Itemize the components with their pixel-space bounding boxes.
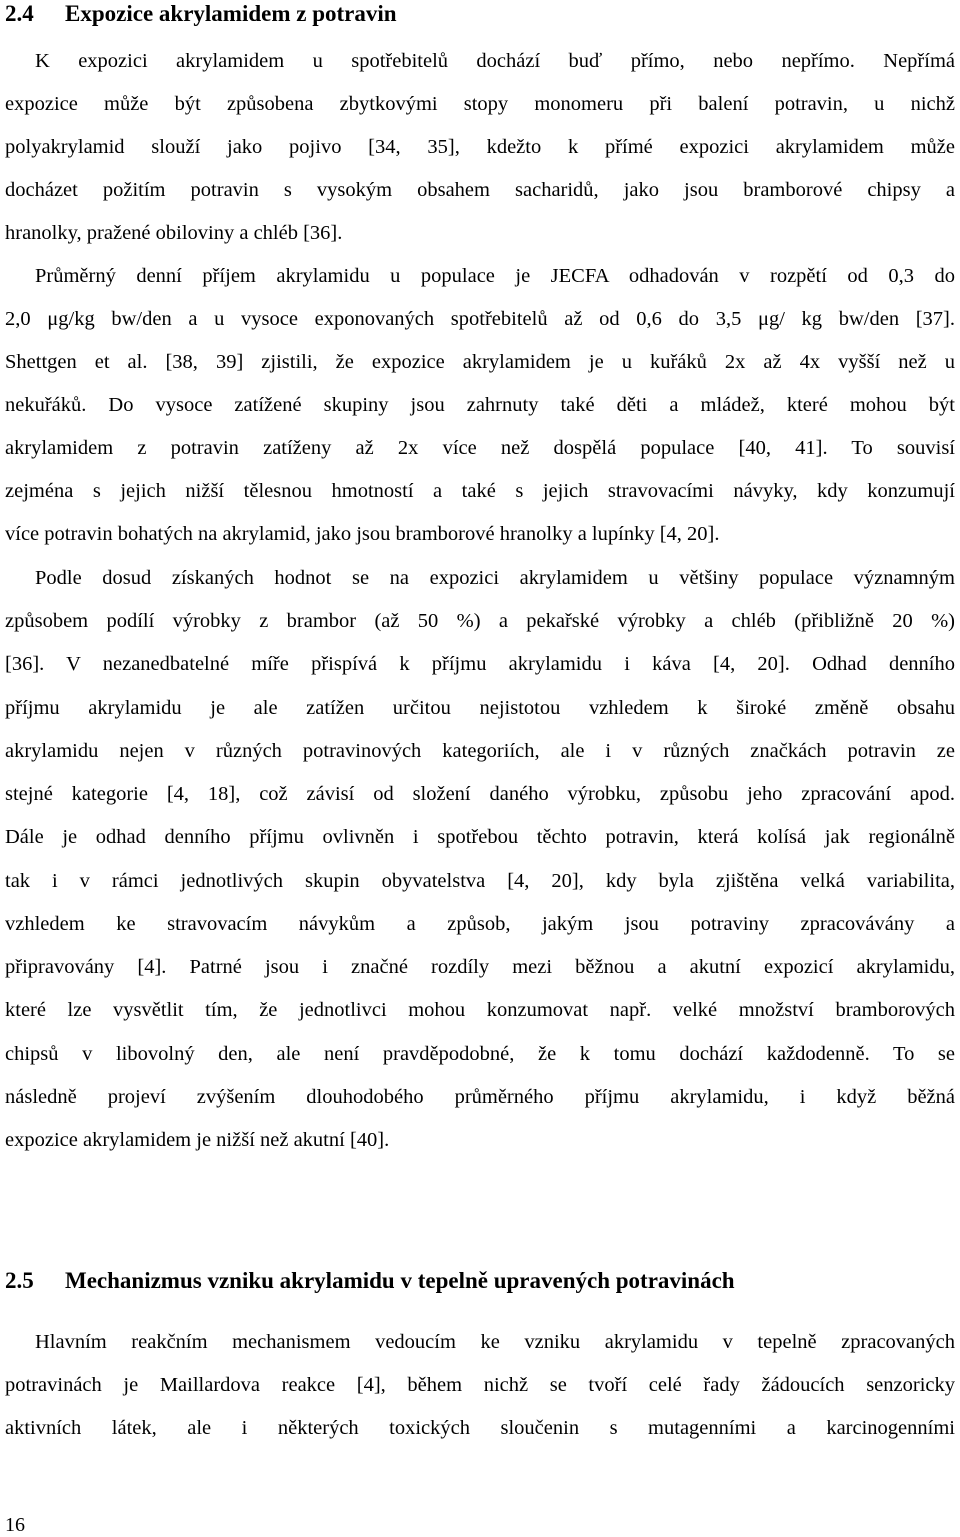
- paragraph-line: zejména s jejich nižší tělesnou hmotností a také s jejich stravovacími návyky, kdy konzumují: [5, 480, 955, 502]
- paragraph-line: polyakrylamid slouží jako pojivo [34, 35], kdežto k přímé expozici akrylamidem může: [5, 136, 955, 158]
- paragraph-line: 2,0 μg/kg bw/den a u vysoce exponovaných spotřebitelů až od 0,6 do 3,5 μg/ kg bw/den [37].: [5, 308, 955, 330]
- section-title: Expozice akrylamidem z potravin: [65, 1, 397, 26]
- paragraph-line: stejné kategorie [4, 18], což závisí od složení daného výrobku, způsobu jeho zpracování apod.: [5, 783, 955, 805]
- paragraph-line: docházet požitím potravin s vysokým obsahem sacharidů, jako jsou bramborové chipsy a: [5, 179, 955, 201]
- section-heading-2-4: [5, 0, 397, 28]
- section-number: 2.5: [5, 1268, 34, 1293]
- paragraph-line: chipsů v libovolný den, ale není pravděpodobné, že k tomu dochází každodenně. To se: [5, 1043, 955, 1065]
- paragraph-line: následně projeví zvýšením dlouhodobého průměrného příjmu akrylamidu, i když běžná: [5, 1086, 955, 1108]
- paragraph-line: více potravin bohatých na akrylamid, jako jsou bramborové hranolky a lupínky [4, 20].: [5, 523, 720, 545]
- paragraph-line: akrylamidem z potravin zatíženy až 2x více než dospělá populace [40, 41]. To souvisí: [5, 437, 955, 459]
- section-title: Mechanizmus vzniku akrylamidu v tepelně upravených potravinách: [65, 1268, 735, 1293]
- paragraph-line: které lze vysvětlit tím, že jednotlivci mohou konzumovat např. velké množství bramborových: [5, 999, 955, 1021]
- paragraph-line: Podle dosud získaných hodnot se na expozici akrylamidem u většiny populace významným: [35, 567, 955, 589]
- paragraph-line: expozice akrylamidem je nižší než akutní [40].: [5, 1129, 390, 1151]
- paragraph-line: Dále je odhad denního příjmu ovlivněn i spotřebou těchto potravin, která kolísá jak regionálně: [5, 826, 955, 848]
- paragraph-line: [36]. V nezanedbatelné míře přispívá k příjmu akrylamidu i káva [4, 20]. Odhad denního: [5, 653, 955, 675]
- paragraph-line: připravovány [4]. Patrné jsou i značné rozdíly mezi běžnou a akutní expozicí akrylamidu,: [5, 956, 955, 978]
- paragraph-line: způsobem podílí výrobky z brambor (až 50 %) a pekařské výrobky a chléb (přibližně 20 %): [5, 610, 955, 632]
- paragraph-line: akrylamidu nejen v různých potravinových kategoriích, ale i v různých značkách potravin ze: [5, 740, 955, 762]
- paragraph-line: Průměrný denní příjem akrylamidu u populace je JECFA odhadován v rozpětí od 0,3 do: [35, 265, 955, 287]
- paragraph-line: expozice může být způsobena zbytkovými stopy monomeru při balení potravin, u nichž: [5, 93, 955, 115]
- paragraph-line: nekuřáků. Do vysoce zatížené skupiny jsou zahrnuty také děti a mládež, které mohou být: [5, 394, 955, 416]
- paragraph-line: hranolky, pražené obiloviny a chléb [36].: [5, 222, 343, 244]
- paragraph-line: aktivních látek, ale i některých toxických sloučenin s mutagenními a karcinogenními: [5, 1417, 955, 1439]
- paragraph-line: vzhledem ke stravovacím návykům a způsob, jakým jsou potraviny zpracovávány a: [5, 913, 955, 935]
- section-heading-2-5: [5, 1267, 735, 1295]
- paragraph-line: tak i v rámci jednotlivých skupin obyvatelstva [4, 20], kdy byla zjištěna velká variabilita,: [5, 870, 955, 892]
- paragraph-line: K expozici akrylamidem u spotřebitelů dochází buď přímo, nebo nepřímo. Nepřímá: [35, 50, 955, 72]
- paragraph-line: Shettgen et al. [38, 39] zjistili, že expozice akrylamidem je u kuřáků 2x až 4x vyšší než u: [5, 351, 955, 373]
- paragraph-line: potravinách je Maillardova reakce [4], během nichž se tvoří celé řady žádoucích senzoricky: [5, 1374, 955, 1396]
- paragraph-line: Hlavním reakčním mechanismem vedoucím ke vzniku akrylamidu v tepelně zpracovaných: [35, 1331, 955, 1353]
- paragraph-line: příjmu akrylamidu je ale zatížen určitou nejistotou vzhledem k široké změně obsahu: [5, 697, 955, 719]
- page-number: 16: [5, 1514, 25, 1536]
- section-number: 2.4: [5, 1, 34, 26]
